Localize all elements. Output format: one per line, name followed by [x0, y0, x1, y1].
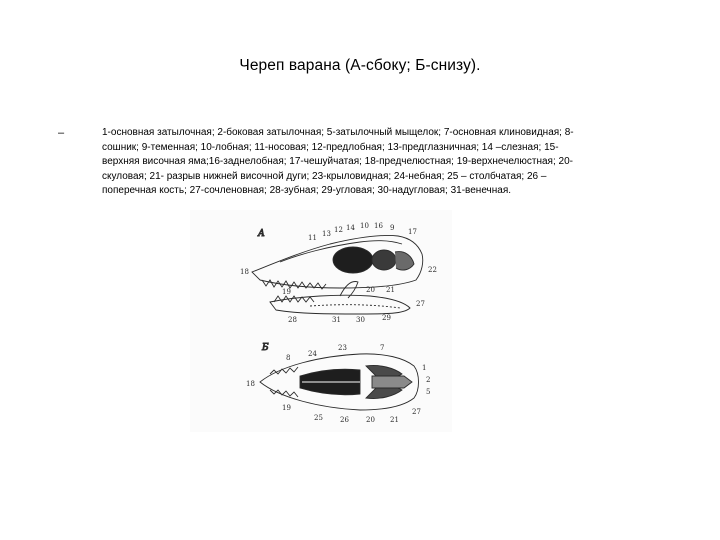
caption-text: [102, 126, 678, 199]
caption-line: поперечная кость; 27-сочленовная; 28-зубная; 29-угловая; 30-надугловая; 31-венечная.: [102, 185, 512, 197]
label-a-29: 29: [382, 314, 391, 322]
label-b-20: 20: [366, 416, 375, 424]
view-a-letter: А: [258, 229, 265, 239]
label-b-19: 19: [282, 404, 291, 412]
temporal-fenestra: [372, 250, 396, 270]
caption-line: скуловая; 21- разрыв нижней височной дуги; 23-крыловидная; 24-небная; 25 – столбчатая; 26 –: [102, 170, 547, 182]
label-a-11: 11: [308, 234, 317, 242]
label-a-27: 27: [416, 300, 425, 308]
label-b-1: 1: [422, 364, 427, 372]
label-b-23: 23: [338, 344, 347, 352]
label-b-5: 5: [426, 388, 431, 396]
label-b-7: 7: [380, 344, 385, 352]
label-a-16: 16: [374, 222, 383, 230]
label-a-31: 31: [332, 316, 341, 324]
skull-figure: [190, 210, 452, 432]
label-a-30: 30: [356, 316, 365, 324]
caption-line: верхняя височная яма;16-заднелобная; 17-чешуйчатая; 18-предчелюстная; 19-верхнечелюстная; 20-: [102, 156, 573, 168]
label-a-10: 10: [360, 222, 369, 230]
label-a-21: 21: [386, 286, 395, 294]
label-a-18: 18: [240, 268, 249, 276]
label-a-13: 13: [322, 230, 331, 238]
view-b-letter: Б: [262, 343, 269, 353]
label-a-17: 17: [408, 228, 417, 236]
bullet-dash: –: [58, 127, 65, 139]
label-b-25: 25: [314, 414, 323, 422]
label-b-18: 18: [246, 380, 255, 388]
slide-title: Череп варана (А-сбоку; Б-снизу).: [239, 57, 481, 74]
label-a-19: 19: [282, 288, 291, 296]
label-a-20: 20: [366, 286, 375, 294]
orbit: [333, 247, 373, 273]
label-a-22: 22: [428, 266, 437, 274]
skull-drawing: [190, 210, 452, 432]
label-a-9: 9: [390, 224, 395, 232]
label-b-21: 21: [390, 416, 399, 424]
label-b-24: 24: [308, 350, 317, 358]
label-a-12: 12: [334, 226, 343, 234]
label-b-27: 27: [412, 408, 421, 416]
label-b-8: 8: [286, 354, 291, 362]
caption-line: сошник; 9-теменная; 10-лобная; 11-носовая; 12-предлобная; 13-предглазничная; 14 –слезная; 15-: [102, 141, 559, 153]
label-b-26: 26: [340, 416, 349, 424]
label-a-14: 14: [346, 224, 355, 232]
label-b-2: 2: [426, 376, 431, 384]
caption-line: 1-основная затылочная; 2-боковая затылочная; 5-затылочный мыщелок; 7-основная клиновидная; 8-: [102, 127, 574, 138]
label-a-28: 28: [288, 316, 297, 324]
braincase: [372, 376, 412, 388]
